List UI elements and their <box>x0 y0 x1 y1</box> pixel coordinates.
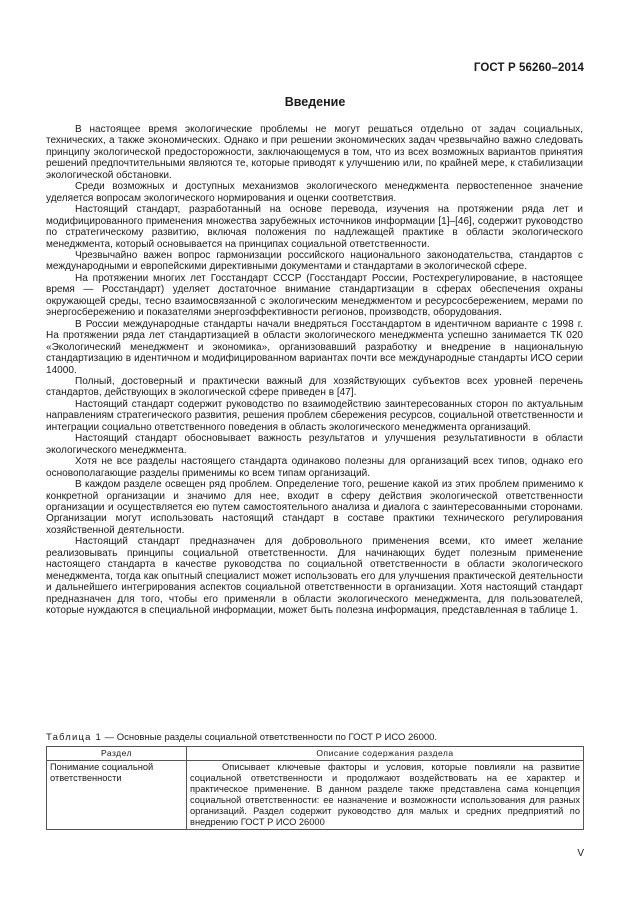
column-header-section: Раздел <box>47 747 187 761</box>
section-title: Введение <box>284 95 346 109</box>
sections-table <box>46 746 584 830</box>
paragraph: Настоящий стандарт обосновывает важность результатов и улучшения результативности в области экологического менеджмента. <box>46 433 583 456</box>
paragraph: Настоящий стандарт, разработанный на основе перевода, изучения на протяжении ряда лет и модифицированного применения множества зарубежных источников информации [1]–[46], содержит руководство по стратегическому развитию, включая положения по надлежащей практике в области экологического менеджмента, который основывается на принципах социальной ответственности. <box>46 204 583 250</box>
table-caption-label: Таблица 1 <box>46 732 102 743</box>
paragraph: Чрезвычайно важен вопрос гармонизации российского национального законодательства, стандартов с международными и европейскими директивными документами и стандартами в экологической сфере. <box>46 249 583 273</box>
table-row <box>47 761 584 830</box>
page-number: V <box>577 848 584 859</box>
table-header-row <box>47 747 584 761</box>
section-cell: Понимание социальной ответственности <box>47 761 187 830</box>
standard-number: ГОСТ Р 56260–2014 <box>473 62 584 74</box>
paragraph: Хотя не все разделы настоящего стандарта одинаково полезны для организаций всех типов, однако его основополагающие разделы применимы ко всем типам организаций. <box>46 456 583 479</box>
table-caption-text: — Основные разделы социальной ответственности по ГОСТ Р ИСО 26000. <box>101 732 438 743</box>
paragraph: На протяжении многих лет Госстандарт СССР (Госстандарт России, Ростехрегулирование, в настоящее время — Росстандарт) уделяет достаточное внимание стандартизации в сферах обеспечения охраны окружающей среды, тесно взаимосвязанной с экологическим менеджментом и ресурсосбережением, мерами по энергосбережению и показателями энергоэффективности регионов, производств, оборудования. <box>46 272 583 319</box>
paragraph: Полный, достоверный и практически важный для хозяйствующих субъектов всех уровней перечень стандартов, действующих в экологической сфере приведен в [47]. <box>46 375 583 399</box>
paragraph: В России международные стандарты начали внедряться Госстандартом в идентичном варианте с 1998 г. На протяжении ряда лет стандартизацией в области экологического менеджмента успешно занимается ТК 020 «Экологический менеджмент и экономика», организовавший разработку и внедрение в национальную стандартизацию в идентичном и модифицированном вариантах почти все международные стандарты ИСО серии 14000. <box>46 318 583 376</box>
paragraph: Настоящий стандарт предназначен для добровольного применения всеми, кто имеет желание реализовывать принципы социальной ответственности. Для начинающих будет полезным применение настоящего стандарта в качестве руководства по социальной ответственности в области экологического менеджмента, тогда как опытный специалист может использовать его для улучшения практической деятельности и дальнейшего интегрирования аспектов социальной ответственности в организации. Хотя настоящий стандарт предназначен для того, чтобы его применяли в области экологического менеджмента, для пользователей, которые нуждаются в специальной информации, может быть полезна информация, представленная в таблице 1. <box>46 536 583 617</box>
description-cell: Описывает ключевые факторы и условия, которые повлияли на развитие социальной ответственности и продолжают воздействовать на ее характер и практическое применение. В данном разделе также представлена сама концепция социальной ответственности: ее назначение и возможности использования для разных организаций. Раздел содержит руководство для малых и средних предприятий по внедрению ГОСТ Р ИСО 26000 <box>187 761 584 830</box>
paragraph: Настоящий стандарт содержит руководство по взаимодействию заинтересованных сторон по актуальным направлениям стратегического развития, решения проблем сбережения ресурсов, социальной ответственности и интеграции социально ответственного поведения в область экологического менеджмента организаций. <box>46 398 583 433</box>
column-header-description: Описание содержания раздела <box>187 747 584 761</box>
paragraph: В настоящее время экологические проблемы не могут решаться отдельно от задач социальных, технических, а также экономических. Однако и при решении экономических задач чрезвычайно важно следовать принципу экологической предосторожности, заключающемуся в том, что из всех возможных вариантов принятия решений предпочтительными являются те, которые приводят к улучшению или, по крайней мере, к стабилизации экологической обстановки. <box>46 124 583 181</box>
body-text <box>46 124 583 616</box>
table-caption <box>46 732 437 743</box>
paragraph: В каждом разделе освещен ряд проблем. Определение того, решение какой из этих проблем применимо к конкретной организации и значимо для нее, входит в сферу действия экологической ответственности организации и осуществляется ею путем самостоятельного анализа и диалога с заинтересованными сторонами. Организации могут использовать настоящий стандарт в составе практики технического регулирования хозяйственной деятельности. <box>46 479 583 536</box>
paragraph: Среди возможных и доступных механизмов экологического менеджмента первостепенное значение уделяется вопросам экологического нормирования и оценки соответствия. <box>46 181 583 204</box>
